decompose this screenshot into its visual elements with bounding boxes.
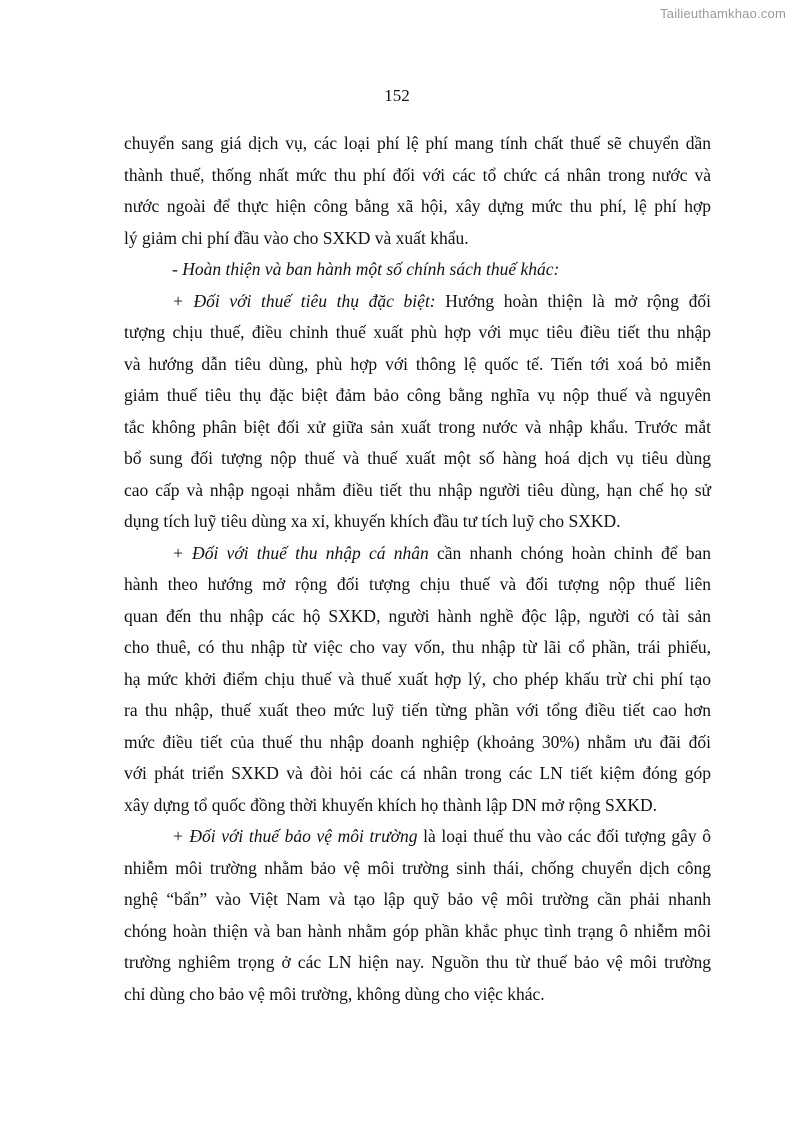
text-run: nước ngoài để thực hiện công bằng xã hội, xây dựng mức thu phí, lệ phí hợp [124, 196, 711, 216]
watermark: Tailieuthamkhao.com [660, 6, 786, 21]
text-line [124, 727, 711, 759]
body-text [124, 128, 711, 1010]
text-run: thành thuế, thống nhất mức thu phí đối với các tổ chức cá nhân trong nước và [124, 164, 711, 185]
text-line [124, 286, 711, 318]
italic-heading-text: + Đối với thuế thu nhập cá nhân [172, 542, 429, 563]
text-run: xây dựng tổ quốc đồng thời khuyến khích họ thành lập DN mở rộng SXKD. [124, 794, 658, 815]
text-line [124, 538, 711, 570]
text-line [124, 601, 711, 633]
text-run: trường nghiêm trọng ở các LN hiện nay. Nguồn thu từ thuế bảo vệ môi trường [124, 952, 711, 972]
text-run: là loại thuế thu vào các đối tượng gây ô [417, 826, 712, 846]
text-line [124, 160, 711, 192]
text-run: giảm thuế tiêu thụ đặc biệt đảm bảo công bằng nghĩa vụ nộp thuế và nguyên [124, 385, 711, 405]
text-run: dụng tích luỹ tiêu dùng xa xỉ, khuyến khích đầu tư tích luỹ cho SXKD. [124, 511, 621, 531]
italic-heading-text: + Đối với thuế bảo vệ môi trường [172, 826, 418, 846]
text-run: chuyển sang giá dịch vụ, các loại phí lệ phí mang tính chất thuế sẽ chuyển dần [124, 133, 711, 153]
text-run: hành theo hướng mở rộng đối tượng chịu thuế và đối tượng nộp thuế liên [124, 574, 711, 594]
text-run: cao cấp và nhập ngoại nhằm điều tiết thu nhập người tiêu dùng, hạn chế họ sử [124, 479, 711, 500]
page-number: 152 [384, 86, 410, 105]
text-run: nhiễm môi trường nhằm bảo vệ môi trường sinh thái, chống chuyển dịch công [124, 857, 711, 878]
text-line [124, 853, 711, 885]
text-line [124, 758, 711, 790]
text-run: cho thuê, có thu nhập từ việc cho vay vốn, thu nhập từ lãi cổ phần, trái phiếu, [124, 637, 711, 657]
text-run: chóng hoàn thiện và ban hành nhằm góp phần khắc phục tình trạng ô nhiễm môi [124, 920, 711, 941]
text-line [124, 191, 711, 223]
text-run: bổ sung đối tượng nộp thuế và thuế xuất một số hàng hoá dịch vụ tiêu dùng [124, 448, 711, 468]
text-run: Hướng hoàn thiện là mở rộng đối [435, 290, 711, 311]
text-line [124, 380, 711, 412]
text-line [124, 349, 711, 381]
text-run: chỉ dùng cho bảo vệ môi trường, không dùng cho việc khác. [124, 983, 545, 1004]
text-line [124, 821, 711, 853]
text-line [124, 128, 711, 160]
text-line [124, 254, 711, 286]
text-line [124, 223, 711, 255]
text-run: ra thu nhập, thuế xuất theo mức luỹ tiến từng phần với tổng điều tiết cao hơn [124, 700, 711, 720]
text-line [124, 632, 711, 664]
text-run: tượng chịu thuế, điều chỉnh thuế xuất phù hợp với mục tiêu điều tiết thu nhập [124, 322, 711, 342]
text-run: hạ mức khởi điểm chịu thuế và thuế xuất hợp lý, cho phép khấu trừ chi phí tạo [124, 668, 711, 689]
text-run: quan đến thu nhập các hộ SXKD, người hành nghề độc lập, người có tài sản [124, 605, 711, 626]
text-run: tắc không phân biệt đối xử giữa sản xuất trong nước và nhập khẩu. Trước mắt [124, 416, 711, 437]
text-run: cần nhanh chóng hoàn chỉnh để ban [428, 542, 711, 563]
text-line [124, 695, 711, 727]
text-line [124, 884, 711, 916]
text-run: lý giảm chi phí đầu vào cho SXKD và xuất khẩu. [124, 227, 469, 248]
text-line [124, 412, 711, 444]
text-line [124, 475, 711, 507]
text-line [124, 947, 711, 979]
text-run: nghệ “bẩn” vào Việt Nam và tạo lập quỹ bảo vệ môi trường cần phải nhanh [124, 889, 711, 909]
text-line [124, 569, 711, 601]
italic-heading-text: - Hoàn thiện và ban hành một số chính sách thuế khác: [172, 259, 560, 279]
text-line [124, 790, 711, 822]
text-run: mức điều tiết của thuế thu nhập doanh nghiệp (khoảng 30%) nhằm ưu đãi đối [124, 731, 711, 752]
text-line [124, 317, 711, 349]
text-line [124, 979, 711, 1011]
text-line [124, 664, 711, 696]
text-line [124, 916, 711, 948]
text-run: và hướng dẫn tiêu dùng, phù hợp với thông lệ quốc tế. Tiến tới xoá bỏ miễn [124, 353, 711, 374]
italic-heading-text: + Đối với thuế tiêu thụ đặc biệt: [172, 290, 436, 311]
text-line [124, 506, 711, 538]
text-line [124, 443, 711, 475]
text-run: với phát triển SXKD và đòi hỏi các cá nhân trong các LN tiết kiệm đóng góp [124, 763, 711, 783]
